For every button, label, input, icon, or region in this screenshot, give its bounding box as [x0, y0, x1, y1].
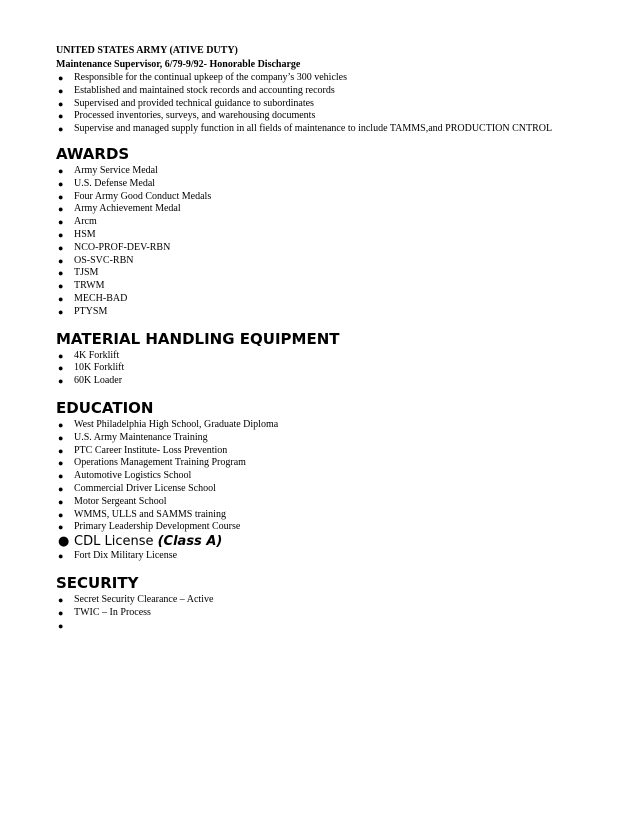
list-item: ● U.S. Defense Medal	[58, 177, 156, 189]
list-item: ● Arcm	[58, 216, 97, 228]
bullet-icon: ●	[58, 111, 64, 122]
section-title: AWARDS	[56, 144, 130, 163]
list-item: ● MECH-BAD	[58, 292, 128, 304]
employer-line: UNITED STATES ARMY (ATIVE DUTY)	[56, 45, 238, 56]
bullet-icon: ●	[58, 229, 64, 240]
section-title: EDUCATION	[56, 398, 154, 417]
list-item: ● OS-SVC-RBN	[58, 254, 134, 266]
bullet-icon: ●	[58, 85, 64, 96]
bullet-icon: ●	[58, 607, 64, 618]
bullet-icon: ●	[58, 255, 64, 266]
bullet-icon: ●	[58, 594, 64, 605]
resume-page	[56, 44, 596, 631]
list-item: ● Secret Security Clearance – Active	[58, 593, 214, 605]
security-list	[56, 593, 596, 631]
list-item: ● 60K Loader	[58, 375, 123, 387]
bullet-icon: ●	[58, 98, 64, 109]
bullet-icon: ●	[58, 191, 64, 202]
list-item: ● West Philadelphia High School, Graduate Diploma	[58, 418, 279, 430]
education-list	[56, 419, 596, 563]
list-item: ● 10K Forklift	[58, 362, 125, 374]
bullet-icon: ●	[58, 483, 64, 494]
job-section	[56, 44, 596, 136]
awards-section	[56, 145, 596, 319]
section-title: MATERIAL HANDLING EQUIPMENT	[56, 329, 340, 348]
bullet-icon: ●	[58, 350, 64, 361]
bullet-icon: ●	[58, 217, 64, 228]
list-item: ● PTYSM	[58, 305, 108, 317]
bullet-icon: ●	[58, 458, 64, 469]
bullet-icon: ●	[58, 268, 64, 279]
list-item: ● Processed inventories, surveys, and warehousing documents	[58, 110, 316, 122]
list-item: ● U.S. Army Maintenance Training	[58, 431, 208, 443]
cdl-class: (Class A)	[157, 534, 223, 550]
bullet-icon: ●	[58, 551, 64, 562]
bullet-icon: ●	[58, 165, 64, 176]
security-section	[56, 573, 596, 631]
bullet-icon: ●	[58, 419, 64, 430]
awards-list	[56, 165, 596, 319]
equipment-section	[56, 330, 596, 388]
bullet-icon: ●	[58, 471, 64, 482]
list-item: ● Army Achievement Medal	[58, 203, 181, 215]
bullet-icon: ●	[58, 376, 64, 387]
bullet-icon: ●	[58, 363, 64, 374]
cdl-label: CDL License	[74, 534, 158, 550]
bullet-icon: ●	[58, 445, 64, 456]
bullet-icon: ●	[58, 306, 64, 317]
list-item: ● TJSM	[58, 267, 99, 279]
bullet-icon: ●	[58, 124, 64, 135]
bullet-icon: ●	[58, 522, 64, 533]
list-item: ● WMMS, ULLS and SAMMS training	[58, 508, 226, 520]
list-item: ● Supervise and managed supply function in all fields of maintenance to include TAMMS,and PRODUCTION CNTROL	[58, 123, 553, 135]
bullet-icon: ●	[58, 242, 64, 253]
list-item: ● Primary Leadership Development Course	[58, 521, 241, 533]
list-item: ● TWIC – In Process	[58, 606, 151, 618]
bullet-icon: ●	[58, 178, 64, 189]
list-item: ● Responsible for the continual upkeep of the company’s 300 vehicles	[58, 72, 347, 83]
bullet-icon: ●	[58, 293, 64, 304]
list-item-cdl	[56, 534, 596, 550]
list-item: ● Established and maintained stock records and accounting records	[58, 84, 335, 96]
list-item: ● Commercial Driver License School	[58, 482, 216, 494]
bullet-icon: ●	[58, 281, 64, 292]
list-item: ● TRWM	[58, 280, 105, 292]
list-item: ● 4K Forklift	[58, 349, 120, 361]
bullet-icon: ●	[58, 73, 64, 83]
equipment-list	[56, 350, 596, 388]
section-title: SECURITY	[56, 573, 139, 592]
bullet-icon: ●	[58, 534, 70, 550]
duties-list	[56, 72, 596, 136]
job-title-line: Maintenance Supervisor, 6/79-9/92- Honorable Discharge	[56, 59, 301, 70]
bullet-icon: ●	[58, 432, 64, 443]
list-item: ● Supervised and provided technical guidance to subordinates	[58, 97, 314, 109]
bullet-icon: ●	[58, 509, 64, 520]
education-section	[56, 399, 596, 563]
list-item: ● Four Army Good Conduct Medals	[58, 190, 212, 202]
bullet-icon: ●	[58, 204, 64, 215]
list-item: ● PTC Career Institute- Loss Prevention	[58, 444, 228, 456]
list-item: ● NCO-PROF-DEV-RBN	[58, 241, 171, 253]
list-item: ● Fort Dix Military License	[58, 550, 178, 562]
list-item: ● Operations Management Training Program	[58, 457, 246, 469]
list-item: ● Army Service Medal	[58, 164, 158, 176]
bullet-icon: ●	[58, 496, 64, 507]
list-item: ● Motor Sergeant School	[58, 495, 167, 507]
list-item: ● HSM	[58, 228, 96, 240]
list-item: ● Automotive Logistics School	[58, 470, 192, 482]
bullet-icon: ●	[58, 620, 64, 631]
